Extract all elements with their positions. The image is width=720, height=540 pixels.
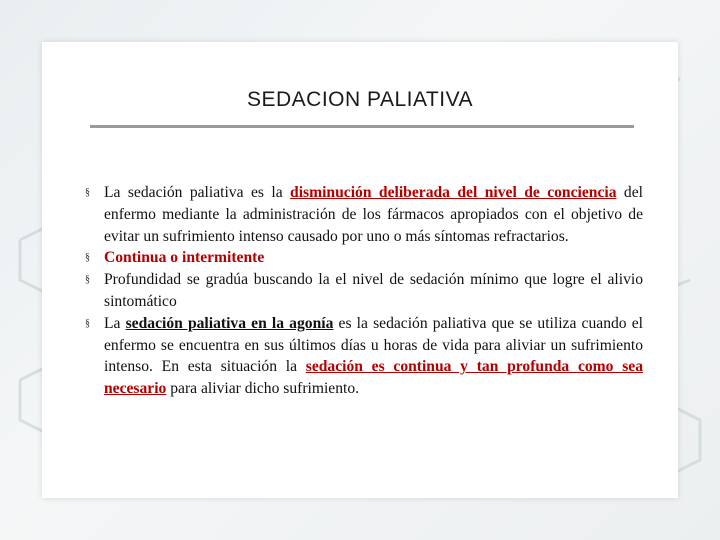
text-segment: Profundidad se gradúa buscando la el nivel de sedación mínimo que logre el alivio sintomático xyxy=(104,271,643,310)
text-segment: La sedación paliativa es la xyxy=(104,184,291,201)
bullet-marker-icon: § xyxy=(85,274,90,286)
text-segment: del enfermo mediante la administración de los fármacos apropiados con el objetivo de evitar un sufrimiento intenso causado por uno o más síntomas refractarios. xyxy=(104,184,643,245)
title-divider xyxy=(90,125,634,128)
bullet-marker-icon: § xyxy=(85,317,90,329)
bullet-item-agonia xyxy=(85,313,643,400)
slide-panel xyxy=(42,42,678,498)
bullet-item-definition xyxy=(85,182,643,247)
bullet-item-profundidad xyxy=(85,269,643,313)
emphasis-text: Continua o intermitente xyxy=(104,249,265,267)
slide-title: SEDACION PALIATIVA xyxy=(246,88,474,111)
emphasis-text: sedación paliativa en la agonía xyxy=(125,314,334,332)
bullet-item-continua xyxy=(85,247,643,269)
text-segment: La xyxy=(104,314,126,332)
text-segment: para aliviar dicho sufrimiento. xyxy=(166,380,360,398)
bullet-marker-icon: § xyxy=(85,187,90,198)
emphasis-text: disminución deliberada del nivel de conciencia xyxy=(290,184,617,201)
text-segment: es la sedación paliativa que se utiliza cuando el enfermo se encuentra en sus últimos días u horas de vida para aliviar un sufrimiento intenso. En esta situación la xyxy=(104,314,643,376)
bullet-marker-icon: § xyxy=(85,252,90,264)
bullet-list xyxy=(85,182,643,400)
emphasis-text: sedación es continua y tan profunda como sea necesario xyxy=(104,358,643,398)
